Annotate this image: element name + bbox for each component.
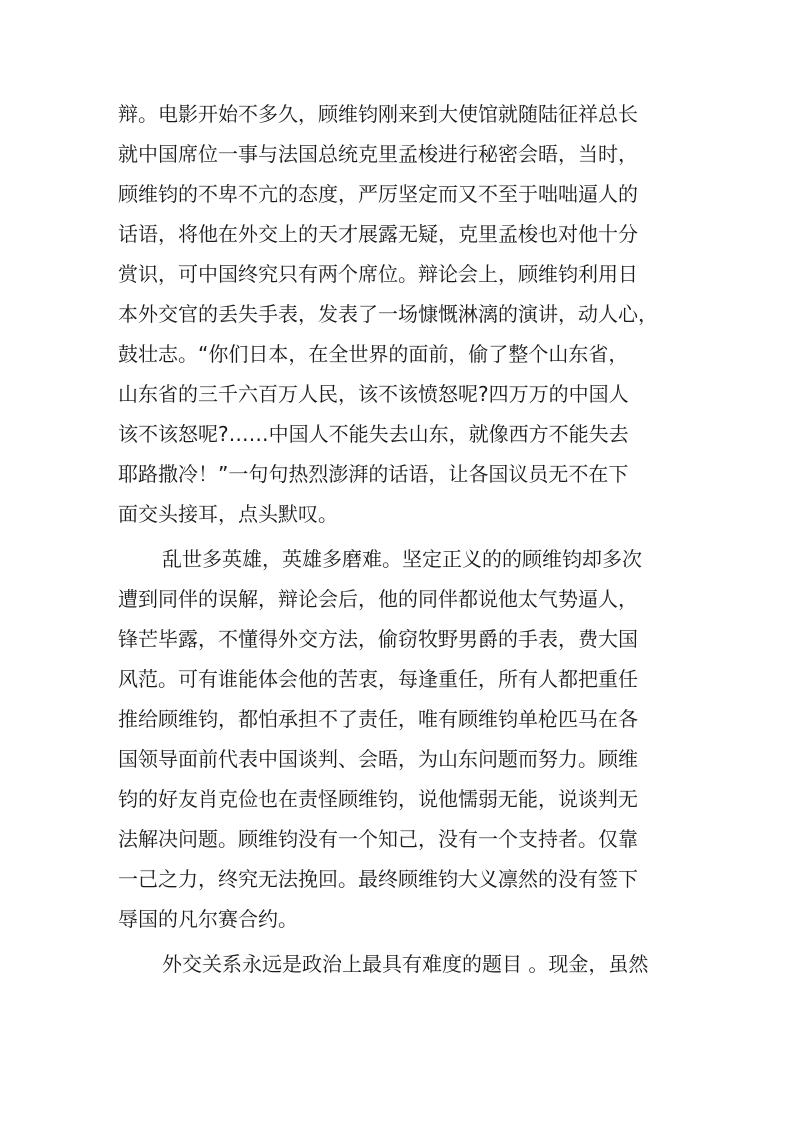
- text-line: 锋芒毕露，不懂得外交方法，偷窃牧野男爵的手表，费大国: [118, 627, 638, 651]
- text-line: 风范。可有谁能体会他的苦衷，每逢重任，所有人都把重任: [118, 667, 638, 691]
- paragraph-first-line: 乱世多英雄，英雄多磨难。坚定正义的的顾维钧却多次: [162, 547, 642, 571]
- text-line: 面交头接耳，点头默叹。: [118, 502, 338, 526]
- text-line: 山东省的三千六百万人民，该不该愤怒呢?四万万的中国人: [118, 382, 629, 406]
- text-line: 钧的好友肖克俭也在责怪顾维钧，说他懦弱无能，说谈判无: [118, 787, 638, 811]
- text-line: 法解决问题。顾维钧没有一个知己，没有一个支持者。仅靠: [118, 827, 638, 851]
- text-line: 赏识，可中国终究只有两个席位。辩论会上，顾维钧利用日: [118, 262, 638, 286]
- text-line: 辱国的凡尔赛合约。: [118, 907, 298, 931]
- text-line: 顾维钧的不卑不亢的态度，严厉坚定而又不至于咄咄逼人的: [118, 182, 638, 206]
- text-line: 耶路撒冷！”一句句热烈澎湃的话语，让各国议员无不在下: [118, 462, 629, 486]
- text-line: 该不该怒呢?……中国人不能失去山东，就像西方不能失去: [118, 422, 629, 446]
- text-line: 话语，将他在外交上的天才展露无疑，克里孟梭也对他十分: [118, 222, 638, 246]
- text-line: 推给顾维钧，都怕承担不了责任，唯有顾维钧单枪匹马在各: [118, 707, 638, 731]
- text-line: 鼓壮志。“你们日本，在全世界的面前，偷了整个山东省，: [118, 342, 629, 366]
- text-line: 就中国席位一事与法国总统克里孟梭进行秘密会晤，当时，: [118, 142, 638, 166]
- text-line: 国领导面前代表中国谈判、会晤，为山东问题而努力。顾维: [118, 747, 638, 771]
- paragraph-first-line: 外交关系永远是政治上最具有难度的题目 。现金，虽然: [162, 952, 649, 976]
- text-line: 本外交官的丢失手表，发表了一场慷慨淋漓的演讲，动人心，: [118, 302, 658, 326]
- text-line: 辩。电影开始不多久，顾维钧刚来到大使馆就随陆征祥总长: [118, 102, 638, 126]
- text-line: 一己之力，终究无法挽回。最终顾维钧大义凛然的没有签下: [118, 867, 638, 891]
- text-line: 遭到同伴的误解，辩论会后，他的同伴都说他太气势逼人，: [118, 587, 638, 611]
